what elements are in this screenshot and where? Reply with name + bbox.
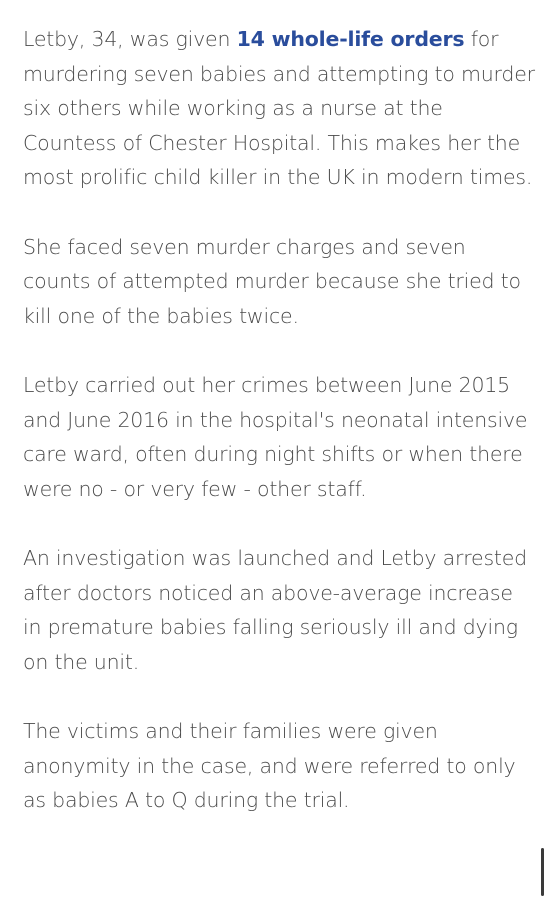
whole-life-orders-link[interactable]: 14 whole-life orders [236,27,465,51]
article-paragraph-1 [23,22,535,195]
scrollbar-thumb[interactable] [541,848,544,896]
article-paragraph-5: The victims and their families were given anonymity in the case, and were referred to only as babies A to Q during the trial. [23,719,516,812]
article-paragraph-4: An investigation was launched and Letby arrested after doctors noticed an above-average increase in premature babies falling seriously ill and dying on the unit. [23,546,527,674]
paragraph-1-text-start: Letby, 34, was given [23,27,237,51]
article-paragraph-3: Letby carried out her crimes between June 2015 and June 2016 in the hospital's neonatal intensive care ward, often during night shifts or when there were no - or very few - other staff. [23,373,528,501]
article-body [23,22,535,853]
article-paragraph-2: She faced seven murder charges and seven counts of attempted murder because she tried to kill one of the babies twice. [23,234,521,328]
paragraph-1-text-end: for murdering seven babies and attempting to murder six others while working as a nurse at the Countess of Chester Hospital. This makes her the most prolific child killer in the UK in modern times. [23,27,535,189]
